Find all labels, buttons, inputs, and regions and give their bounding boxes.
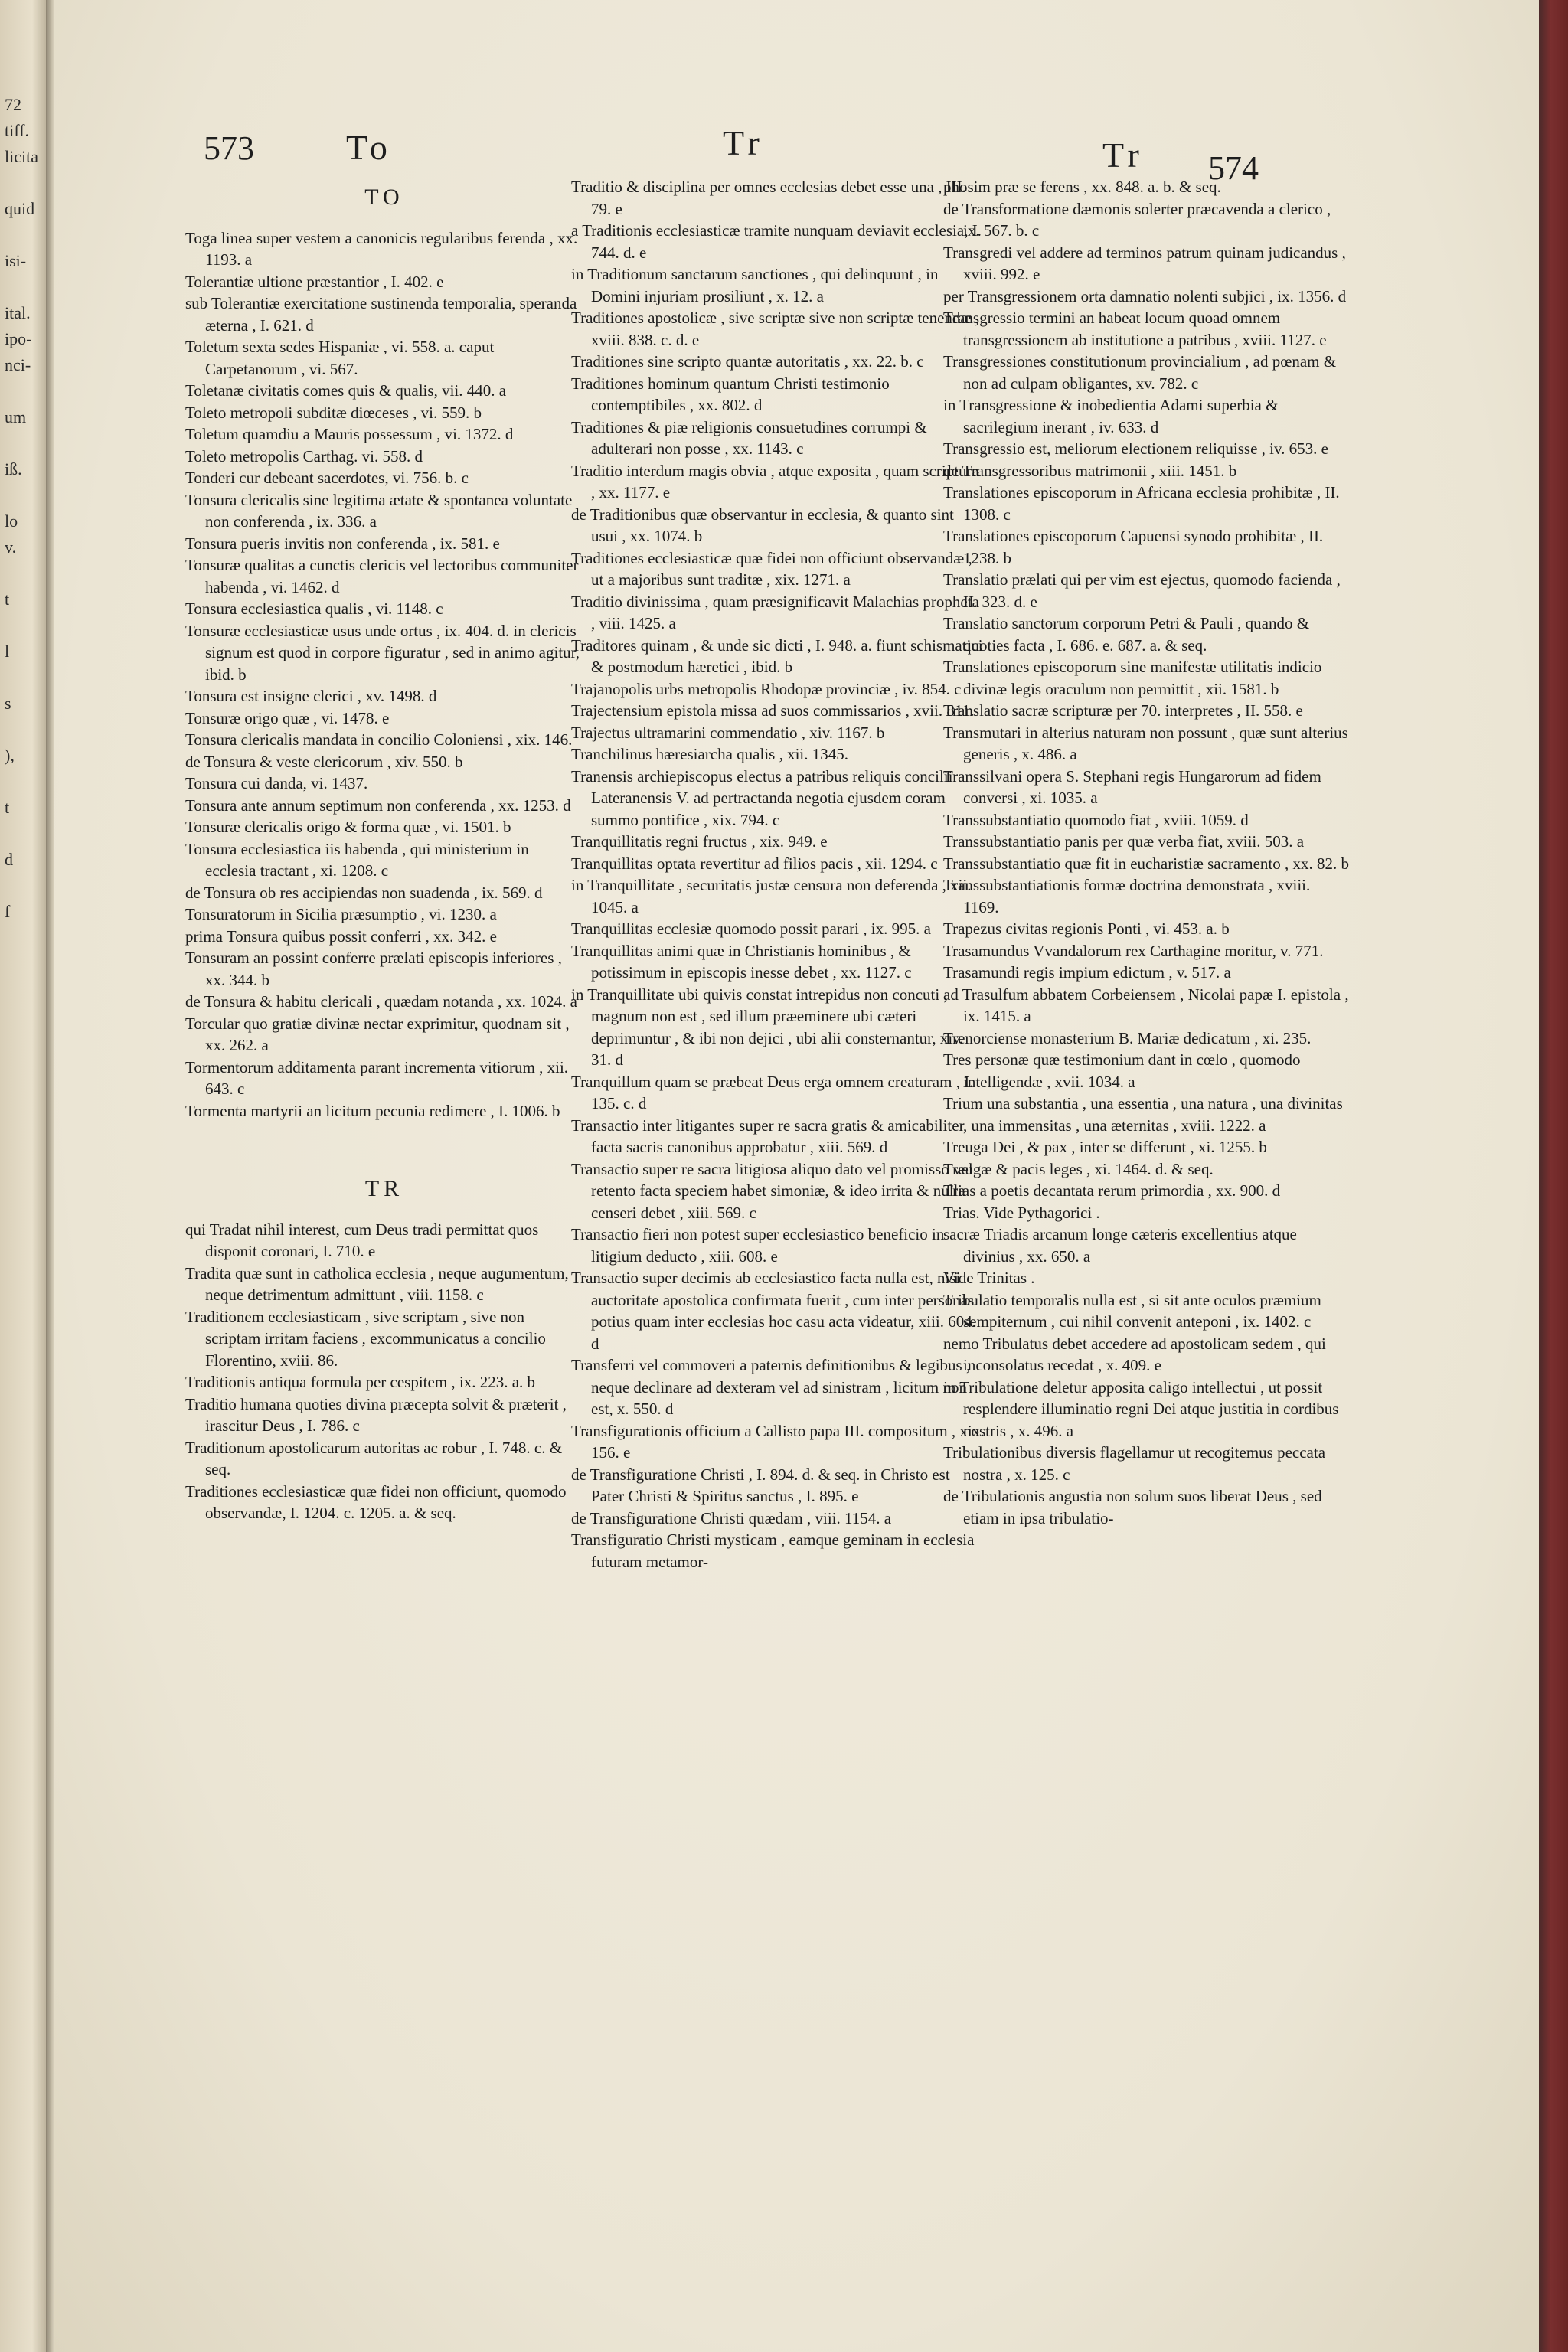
index-entry: Translationes episcoporum in Africana ecclesia prohibitæ , II. 1308. c: [943, 483, 1340, 524]
left-page-number: 573: [204, 129, 254, 167]
index-entry: Tonsura ecclesiastica iis habenda , qui ministerium in ecclesia tractant , xi. 1208. c: [185, 839, 529, 880]
index-entry: Treuga Dei , & pax , inter se differunt , xi. 1255. b: [943, 1138, 1267, 1156]
index-entry: Transgressio termini an habeat locum quoad omnem transgressionem ab institutione a patribus , xviii. 1127. e: [943, 309, 1327, 349]
index-column-1: [185, 187, 583, 1524]
index-entry: de Transfiguratione Christi , I. 894. d. & seq. in Christo est Pater Christi & Spiritus sanctus , I. 895. e: [571, 1465, 950, 1505]
index-entry: Transferri vel commoveri a paternis definitionibus & legibus , neque declinare ad dexteram vel ad sinistram , licitum non est, x. 550. d: [571, 1356, 971, 1418]
index-entry: Transsubstantiationis formæ doctrina demonstrata , xviii. 1169.: [943, 876, 1311, 916]
index-entry: Traditio divinissima , quam præsignificavit Malachias propheta , viii. 1425. a: [571, 592, 979, 632]
index-entry: Translatio sanctorum corporum Petri & Pauli , quando & quoties facta , I. 686. e. 687. a. & seq.: [943, 614, 1310, 655]
index-entry: Tribulatio temporalis nulla est , si sit ante oculos præmium sempiternum , cui nihil convenit anteponi , ix. 1402. c: [943, 1290, 1321, 1331]
index-entry: Tranquillitas ecclesiæ quomodo possit parari , ix. 995. a: [571, 920, 931, 938]
index-entry: Tolerantiæ ultione præstantior , I. 402. e: [185, 272, 444, 291]
index-entry: Toletanæ civitatis comes quis & qualis, vii. 440. a: [185, 381, 507, 400]
index-entry: Traditionum apostolicarum autoritas ac robur , I. 748. c. & seq.: [185, 1438, 563, 1478]
index-entry: Transgredi vel addere ad terminos patrum quinam judicandus , xviii. 992. e: [943, 243, 1346, 283]
index-entry: Tonsuræ ecclesiasticæ usus unde ortus , ix. 404. d. in clericis signum est quod in corpore figuratur , sed in animo agitur, ibid. b: [185, 621, 580, 684]
index-entry: in Traditionum sanctarum sanctiones , qui delinquunt , in Domini injuriam prosiliunt , x. 12. a: [571, 265, 939, 305]
index-entry: Traditio humana quoties divina præcepta solvit & præterit , irascitur Deus , I. 786. c: [185, 1394, 567, 1435]
index-entry: Vide Trinitas .: [943, 1269, 1035, 1287]
index-entry: Transfiguratio Christi mysticam , eamque geminam in ecclesia futuram metamor-: [571, 1530, 975, 1571]
index-entry: Transactio super re sacra litigiosa aliquo dato vel promisso vel retento facta speciem habet simoniæ, & ideo irrita & nulla censeri debet , xiii. 569. c: [571, 1159, 973, 1222]
index-entry: Tormentorum additamenta parant incrementa vitiorum , xii. 643. c: [185, 1057, 569, 1098]
index-entry: Traditiones sine scripto quantæ autoritatis , xx. 22. b. c: [571, 352, 924, 371]
index-entry: Tonsura est insigne clerici , xv. 1498. d: [185, 687, 437, 705]
index-entry: Trasamundus Vvandalorum rex Carthagine moritur, v. 771.: [943, 941, 1324, 960]
index-entry: Tonsura clericalis sine legitima ætate & spontanea voluntate non conferenda , ix. 336. a: [185, 490, 573, 531]
index-entry: in Tranquillitate ubi quivis constat intrepidus non concuti , magnum non est , sed illum præeminere ubi cæteri deprimuntur , & ibi non dejici , ubi alii consternantur, xiv. 31. d: [571, 985, 964, 1069]
index-entry: Traditionis antiqua formula per cespitem , ix. 223. a. b: [185, 1373, 536, 1391]
index-column-3: [943, 176, 1349, 1529]
index-entry: Translationes episcoporum Capuensi synodo prohibitæ , II. 1238. b: [943, 527, 1324, 567]
index-entry: Treugæ & pacis leges , xi. 1464. d. & seq.: [943, 1159, 1214, 1178]
index-entry: sacræ Triadis arcanum longe cæteris excellentius atque divinius , xx. 650. a: [943, 1225, 1297, 1266]
index-entry: Transgressiones constitutionum provincialium , ad pœnam & non ad culpam obligantes, xv. 782. c: [943, 352, 1337, 393]
index-entry: Tradita quæ sunt in catholica ecclesia , neque augumentum, neque detrimentum admittunt , viii. 1158. c: [185, 1263, 569, 1304]
index-entry: Tribulationibus diversis flagellamur ut recogitemus peccata nostra , x. 125. c: [943, 1443, 1326, 1484]
index-entry: Trajectensium epistola missa ad suos commissarios , xvii. 811.: [571, 701, 975, 720]
index-entry: Traditionem ecclesiasticam , sive scriptam , sive non scriptam irritam faciens , excommunicatus a concilio Florentino, xviii. 86.: [185, 1307, 546, 1370]
index-entry: Traditores quinam , & unde sic dicti , I. 948. a. fiunt schismatici & postmodum hæretici , ibid. b: [571, 635, 983, 676]
index-entry: Transgressio est, meliorum electionem reliquisse , iv. 653. e: [943, 439, 1328, 458]
index-entry: Tranquillitas optata revertitur ad filios pacis , xii. 1294. c: [571, 854, 938, 873]
index-entry: Transfigurationis officium a Callisto papa III. compositum , xix. 156. e: [571, 1421, 985, 1462]
index-entry: Tres personæ quæ testimonium dant in cœlo , quomodo intelligendæ , xvii. 1034. a: [943, 1050, 1301, 1091]
index-entry: de Transfiguratione Christi quædam , viii. 1154. a: [571, 1508, 892, 1527]
index-entry: Tranquillitas animi quæ in Christianis hominibus , & potissimum in episcopis inesse debet , xx. 1127. c: [571, 941, 912, 982]
index-entry: de Tribulationis angustia non solum suos liberat Deus , sed etiam in ipsa tribulatio-: [943, 1487, 1322, 1527]
index-entry: Tonsura pueris invitis non conferenda , ix. 581. e: [185, 534, 500, 553]
index-entry: Traditiones ecclesiasticæ quæ fidei non officiunt, quomodo observandæ, I. 1204. c. 1205. a. & seq.: [185, 1481, 567, 1522]
index-entry: de Transgressoribus matrimonii , xiii. 1451. b: [943, 461, 1237, 480]
index-entry: Trajectus ultramarini commendatio , xiv. 1167. b: [571, 723, 885, 742]
index-entry: Transsubstantiatio quomodo fiat , xviii. 1059. d: [943, 810, 1249, 829]
index-entry: Traditio & disciplina per omnes ecclesias debet esse una , III. 79. e: [571, 178, 966, 218]
index-entry: Tonsuræ origo quæ , vi. 1478. e: [185, 708, 390, 727]
index-entry: Tonsuram an possint conferre prælati episcopis inferiores , xx. 344. b: [185, 949, 562, 989]
left-running-head: To: [346, 128, 392, 167]
index-entry: ad Trasulfum abbatem Corbeiensem , Nicolai papæ I. epistola , ix. 1415. a: [943, 985, 1349, 1025]
index-entry: Tonsura ecclesiastica qualis , vi. 1148. c: [185, 599, 443, 618]
index-entry: Tonsura ante annum septimum non conferenda , xx. 1253. d: [185, 795, 571, 815]
section-heading: TR: [364, 1176, 404, 1201]
index-entry: Traditiones apostolicæ , sive scriptæ sive non scriptæ tenendæ , xviii. 838. c. d. e: [571, 309, 979, 349]
index-entry: sub Tolerantiæ exercitatione sustinenda temporalia, speranda æterna , I. 621. d: [185, 294, 577, 335]
index-entry: Trapezus civitas regionis Ponti , vi. 453. a. b: [943, 920, 1230, 938]
index-entry: Trasamundi regis impium edictum , v. 517. a: [943, 963, 1231, 982]
section-heading: TO: [364, 185, 404, 210]
index-column-2: [571, 176, 985, 1573]
index-entry: per Transgressionem orta damnatio nolenti subjici , ix. 1356. d: [943, 286, 1347, 305]
index-entry: Tonsura cui danda, vi. 1437.: [185, 774, 368, 792]
index-entry: Transsubstantiatio panis per quæ verba fiat, xviii. 503. a: [943, 832, 1305, 851]
index-entry: Trajanopolis urbs metropolis Rhodopæ provinciæ , iv. 854. c: [571, 679, 962, 698]
index-entry: de Traditionibus quæ observantur in ecclesia, & quanto sint usui , xx. 1074. b: [571, 505, 954, 545]
index-entry: de Tonsura & habitu clericali , quædam notanda , xx. 1024. a: [185, 992, 577, 1011]
index-entry: in Transgressione & inobedientia Adami superbia & sacrilegium inerant , iv. 633. d: [943, 396, 1279, 436]
index-entry: Trias a poetis decantata rerum primordia , xx. 900. d: [943, 1181, 1281, 1200]
previous-page-edge: [0, 0, 46, 2352]
index-entry: qui Tradat nihil interest, cum Deus tradi permittat quos disponit coronari, I. 710. e: [185, 1220, 539, 1260]
book-binding: [1539, 0, 1568, 2352]
index-entry: Tonderi cur debeant sacerdotes, vi. 756. b. c: [185, 469, 469, 487]
index-entry: Toleto metropolis Carthag. vi. 558. d: [185, 446, 423, 466]
index-entry: Toletum quamdiu a Mauris possessum , vi. 1372. d: [185, 425, 514, 443]
index-entry: Traditiones ecclesiasticæ quæ fidei non officiunt observandæ , ut a majoribus sunt traditæ , xix. 1271. a: [571, 548, 972, 589]
index-entry: Traditiones hominum quantum Christi testimonio contemptibiles , xx. 802. d: [571, 374, 890, 414]
index-entry: Trias. Vide Pythagorici .: [943, 1203, 1100, 1222]
index-entry: Translatio prælati qui per vim est ejectus, quomodo facienda , II. 323. d. e: [943, 570, 1341, 611]
index-entry: Toleto metropoli subditæ diœceses , vi. 559. b: [185, 403, 482, 422]
index-entry: Toletum sexta sedes Hispaniæ , vi. 558. a. caput Carpetanorum , vi. 567.: [185, 338, 495, 378]
index-entry: Transsilvani opera S. Stephani regis Hungarorum ad fidem conversi , xi. 1035. a: [943, 766, 1321, 807]
index-entry: de Tonsura ob res accipiendas non suadenda , ix. 569. d: [185, 883, 543, 902]
index-entry: Torcular quo gratiæ divinæ nectar exprimitur, quodnam sit , xx. 262. a: [185, 1014, 570, 1054]
index-entry: Tranquillum quam se præbeat Deus erga omnem creaturam , I. 135. c. d: [571, 1072, 974, 1112]
index-entry: Tranchilinus hæresiarcha qualis , xii. 1345.: [571, 745, 849, 763]
index-page: [54, 0, 1539, 2352]
previous-page-fragments: 72 tiff. licita quid isi- ital. ipo- nci- um iß. lo v. t l s ), t d f: [5, 95, 38, 921]
right-page-number: 574: [1208, 149, 1259, 187]
index-entry: phosim præ se ferens , xx. 848. a. b. & seq.: [943, 178, 1221, 196]
index-entry: Translationes episcoporum sine manifestæ utilitatis indicio divinæ legis oraculum non permittit , xii. 1581. b: [943, 658, 1322, 698]
index-entry: Trenorciense monasterium B. Mariæ dedicatum , xi. 235.: [943, 1028, 1312, 1047]
index-entry: Traditio interdum magis obvia , atque exposita , quam scriptura , xx. 1177. e: [571, 461, 979, 501]
index-entry: in Tribulatione deletur apposita caligo intellectui , ut possit resplendere illuminatio regni Dei atque justitia in cordibus nostris , x. 496. a: [943, 1377, 1339, 1440]
right-running-head: Tr: [1102, 136, 1144, 175]
index-entry: Transactio super decimis ab ecclesiastico facta nulla est, nisi auctoritate apostolica confirmata fuerit , cum inter personas potius quam inter ecclesias hoc casu acta videatur, xiii. 604. d: [571, 1269, 976, 1353]
index-entry: de Transformatione dæmonis solerter præcavenda a clerico , ix. 567. b. c: [943, 199, 1331, 240]
index-entry: Transsubstantiatio quæ fit in eucharistiæ sacramento , xx. 82. b: [943, 854, 1349, 873]
index-entry: Tonsuratorum in Sicilia præsumptio , vi. 1230. a: [185, 905, 497, 923]
index-entry: Trium una substantia , una essentia , una natura , una divinitas , una immensitas , una æternitas , xviii. 1222. a: [943, 1094, 1343, 1135]
index-entry: a Traditionis ecclesiasticæ tramite nunquam deviavit ecclesia, I. 744. d. e: [571, 221, 982, 262]
index-entry: Toga linea super vestem a canonicis regularibus ferenda , xx. 1193. a: [185, 228, 578, 269]
index-entry: in Tranquillitate , securitatis justæ censura non deferenda , xii. 1045. a: [571, 876, 972, 916]
index-entry: prima Tonsura quibus possit conferri , xx. 342. e: [185, 926, 497, 946]
index-entry: Translatio sacræ scripturæ per 70. interpretes , II. 558. e: [943, 701, 1303, 720]
index-entry: de Tonsura & veste clericorum , xiv. 550. b: [185, 752, 463, 771]
index-entry: Tranensis archiepiscopus electus a patribus reliquis concilii Lateranensis V. ad pertractanda negotia ejusdem coram summo pontifice , xix. 794. c: [571, 766, 953, 829]
index-entry: Transmutari in alterius naturam non possunt , quæ sunt alterius generis , x. 486. a: [943, 723, 1348, 763]
index-entry: Tranquillitatis regni fructus , xix. 949. e: [571, 832, 828, 851]
index-entry: nemo Tribulatus debet accedere ad apostolicam sedem , qui inconsolatus recedat , x. 409. e: [943, 1334, 1326, 1374]
center-running-head: Tr: [723, 123, 764, 162]
index-entry: Tonsura clericalis mandata in concilio Coloniensi , xix. 146.: [185, 730, 573, 749]
index-entry: Tonsuræ qualitas a cunctis clericis vel lectoribus communiter habenda , vi. 1462. d: [185, 556, 579, 596]
index-entry: Transactio inter litigantes super re sacra gratis & amicabiliter facta sacris canonibus approbatur , xiii. 569. d: [571, 1116, 965, 1156]
index-entry: Tormenta martyrii an licitum pecunia redimere , I. 1006. b: [185, 1101, 560, 1120]
index-entry: Tonsuræ clericalis origo & forma quæ , vi. 1501. b: [185, 818, 511, 836]
index-entry: Transactio fieri non potest super ecclesiastico beneficio in litigium deducto , xiii. 608. e: [571, 1225, 945, 1266]
index-entry: Traditiones & piæ religionis consuetudines corrumpi & adulterari non posse , xx. 1143. c: [571, 417, 927, 458]
book-gutter: [46, 0, 54, 2352]
